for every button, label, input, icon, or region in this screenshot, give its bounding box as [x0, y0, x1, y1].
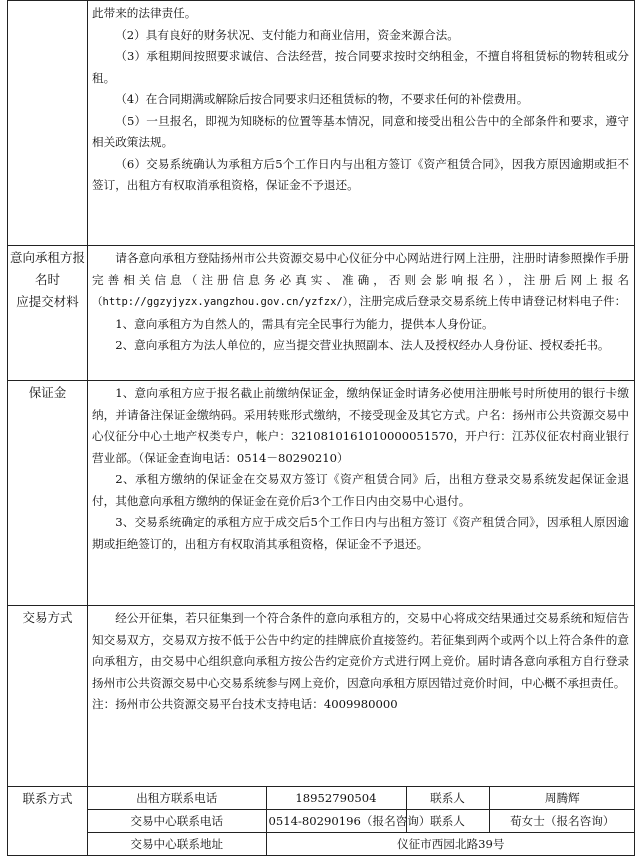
center-address-value: 仪征市西园北路39号: [266, 833, 635, 856]
application-paragraph-2: 1、意向承租方为自然人的，需具有完全民事行为能力，提供本人身份证。: [115, 316, 494, 331]
lessor-phone-label: 出租方联系电话: [88, 787, 266, 810]
deposit-content: [88, 381, 635, 606]
lessor-contact-value: 周腾辉: [489, 787, 635, 810]
deposit-paragraph-3: 3、交易系统确定的承租方应于成交后5个工作日内与出租方签订《资产租赁合同》，因承租人原因逾期或拒绝签订的，出租方有权取消其承租资格，保证金不予退还。: [92, 515, 629, 551]
application-intro: 请各意向承租方登陆扬州市公共资源交易中心仪征分中心网站进行网上注册，注册时请参照操作手册完善相关信息（注册信息务必真实、准确，否则会影响报名），注册后网上报名: [92, 251, 629, 287]
requirement-line-0: 此带来的法律责任。: [92, 6, 197, 20]
center-phone-label: 交易中心联系电话: [88, 810, 266, 833]
deposit-row: [8, 381, 635, 606]
application-paragraph-1: [92, 248, 629, 314]
announcement-table: [7, 0, 635, 856]
application-paragraph-3: 2、意向承租方为法人单位的，应当提交营业执照副本、法人及授权经办人身份证、授权委托书。: [115, 338, 610, 352]
contact-row-lessor: [88, 787, 635, 810]
requirements-label-cell: [8, 1, 88, 246]
trade-method-label: 交易方式: [8, 606, 88, 787]
support-phone-note: 注：扬州市公共资源交易平台技术支持电话：4009980000: [92, 697, 398, 711]
center-phone-value: 0514-80290196（报名咨询）: [266, 810, 406, 833]
registration-url-link[interactable]: （http://ggzyjyzx.yangzhou.gov.cn/yzfzx/）: [92, 296, 348, 308]
application-content: [88, 246, 635, 381]
deposit-paragraph-1: 1、意向承租方应于报名截止前缴纳保证金，缴纳保证金时请务必使用注册帐号时所使用的银行卡缴纳，并请备注保证金缴纳码。采用转账形式缴纳，不接受现金及其它方式。户名：扬州市公共资源交易中心仪征分中心土地产权类专户，帐户：3210810161010000051570，开户行：江苏仪征农村商业银行营业部。（保证金查询电话：0514－80290210）: [92, 386, 629, 465]
center-contact-value: 荀女士（报名咨询）: [489, 810, 635, 833]
lessor-phone-value: 18952790504: [266, 787, 406, 810]
application-row: [8, 246, 635, 381]
lessor-contact-label: 联系人: [406, 787, 489, 810]
contact-row: [8, 787, 635, 856]
requirement-line-3: （4）在合同期满或解除后按合同要求归还租赁标的物，不要求任何的补偿费用。: [115, 92, 529, 106]
contact-label: 联系方式: [8, 787, 88, 856]
deposit-label: 保证金: [8, 381, 88, 606]
contact-row-address: [88, 833, 635, 856]
requirement-line-5: （6）交易系统确认为承租方后5个工作日内与出租方签订《资产租赁合同》，因我方原因逾期或拒不签订，出租方有权取消承租资格，保证金不予退还。: [92, 156, 629, 192]
requirement-line-1: （2）具有良好的财务状况、支付能力和商业信用，资金来源合法。: [115, 27, 459, 42]
trade-method-row: [8, 606, 635, 787]
center-address-label: 交易中心联系地址: [88, 833, 266, 856]
requirements-content: [88, 1, 635, 246]
application-intro-tail: ，注册完成后登录交易系统上传申请登记材料电子件：: [347, 294, 627, 308]
contact-table: [88, 787, 635, 855]
requirement-line-4: （5）一旦报名，即视为知晓标的位置等基本情况，同意和接受出租公告中的全部条件和要求，遵守相关政策法规。: [92, 113, 629, 149]
trade-method-content: [88, 606, 635, 787]
application-label-line2: 应提交材料: [16, 294, 79, 309]
requirement-line-2: （3）承租期间按照要求诚信、合法经营，按合同要求按时交纳租金，不擅自将租赁标的物转租或分租。: [92, 49, 629, 85]
requirements-row: [8, 1, 635, 246]
contact-details: [88, 787, 635, 856]
application-label: [8, 246, 88, 381]
trade-method-paragraph: 经公开征集，若只征集到一个符合条件的意向承租方的，交易中心将成交结果通过交易系统和短信告知交易双方，交易双方按不低于公告中约定的挂牌底价直接签约。若征集到两个或两个以上符合条件的意向承租方，由交易中心组织意向承租方按公告约定竞价方式进行网上竞价。届时请各意向承租方自行登录扬州市公共资源交易中心交易系统参与网上竞价，因意向承租方原因错过竞价时间，中心概不承担责任。: [92, 611, 629, 690]
center-contact-label: 联系人: [406, 810, 489, 833]
deposit-paragraph-2: 2、承租方缴纳的保证金在交易双方签订《资产租赁合同》后，出租方登录交易系统发起保证金退付，其他意向承租方缴纳的保证金在竞价后3个工作日内由交易中心退付。: [92, 472, 629, 508]
contact-row-center: [88, 810, 635, 833]
application-label-line1: 意向承租方报名时: [9, 250, 85, 287]
